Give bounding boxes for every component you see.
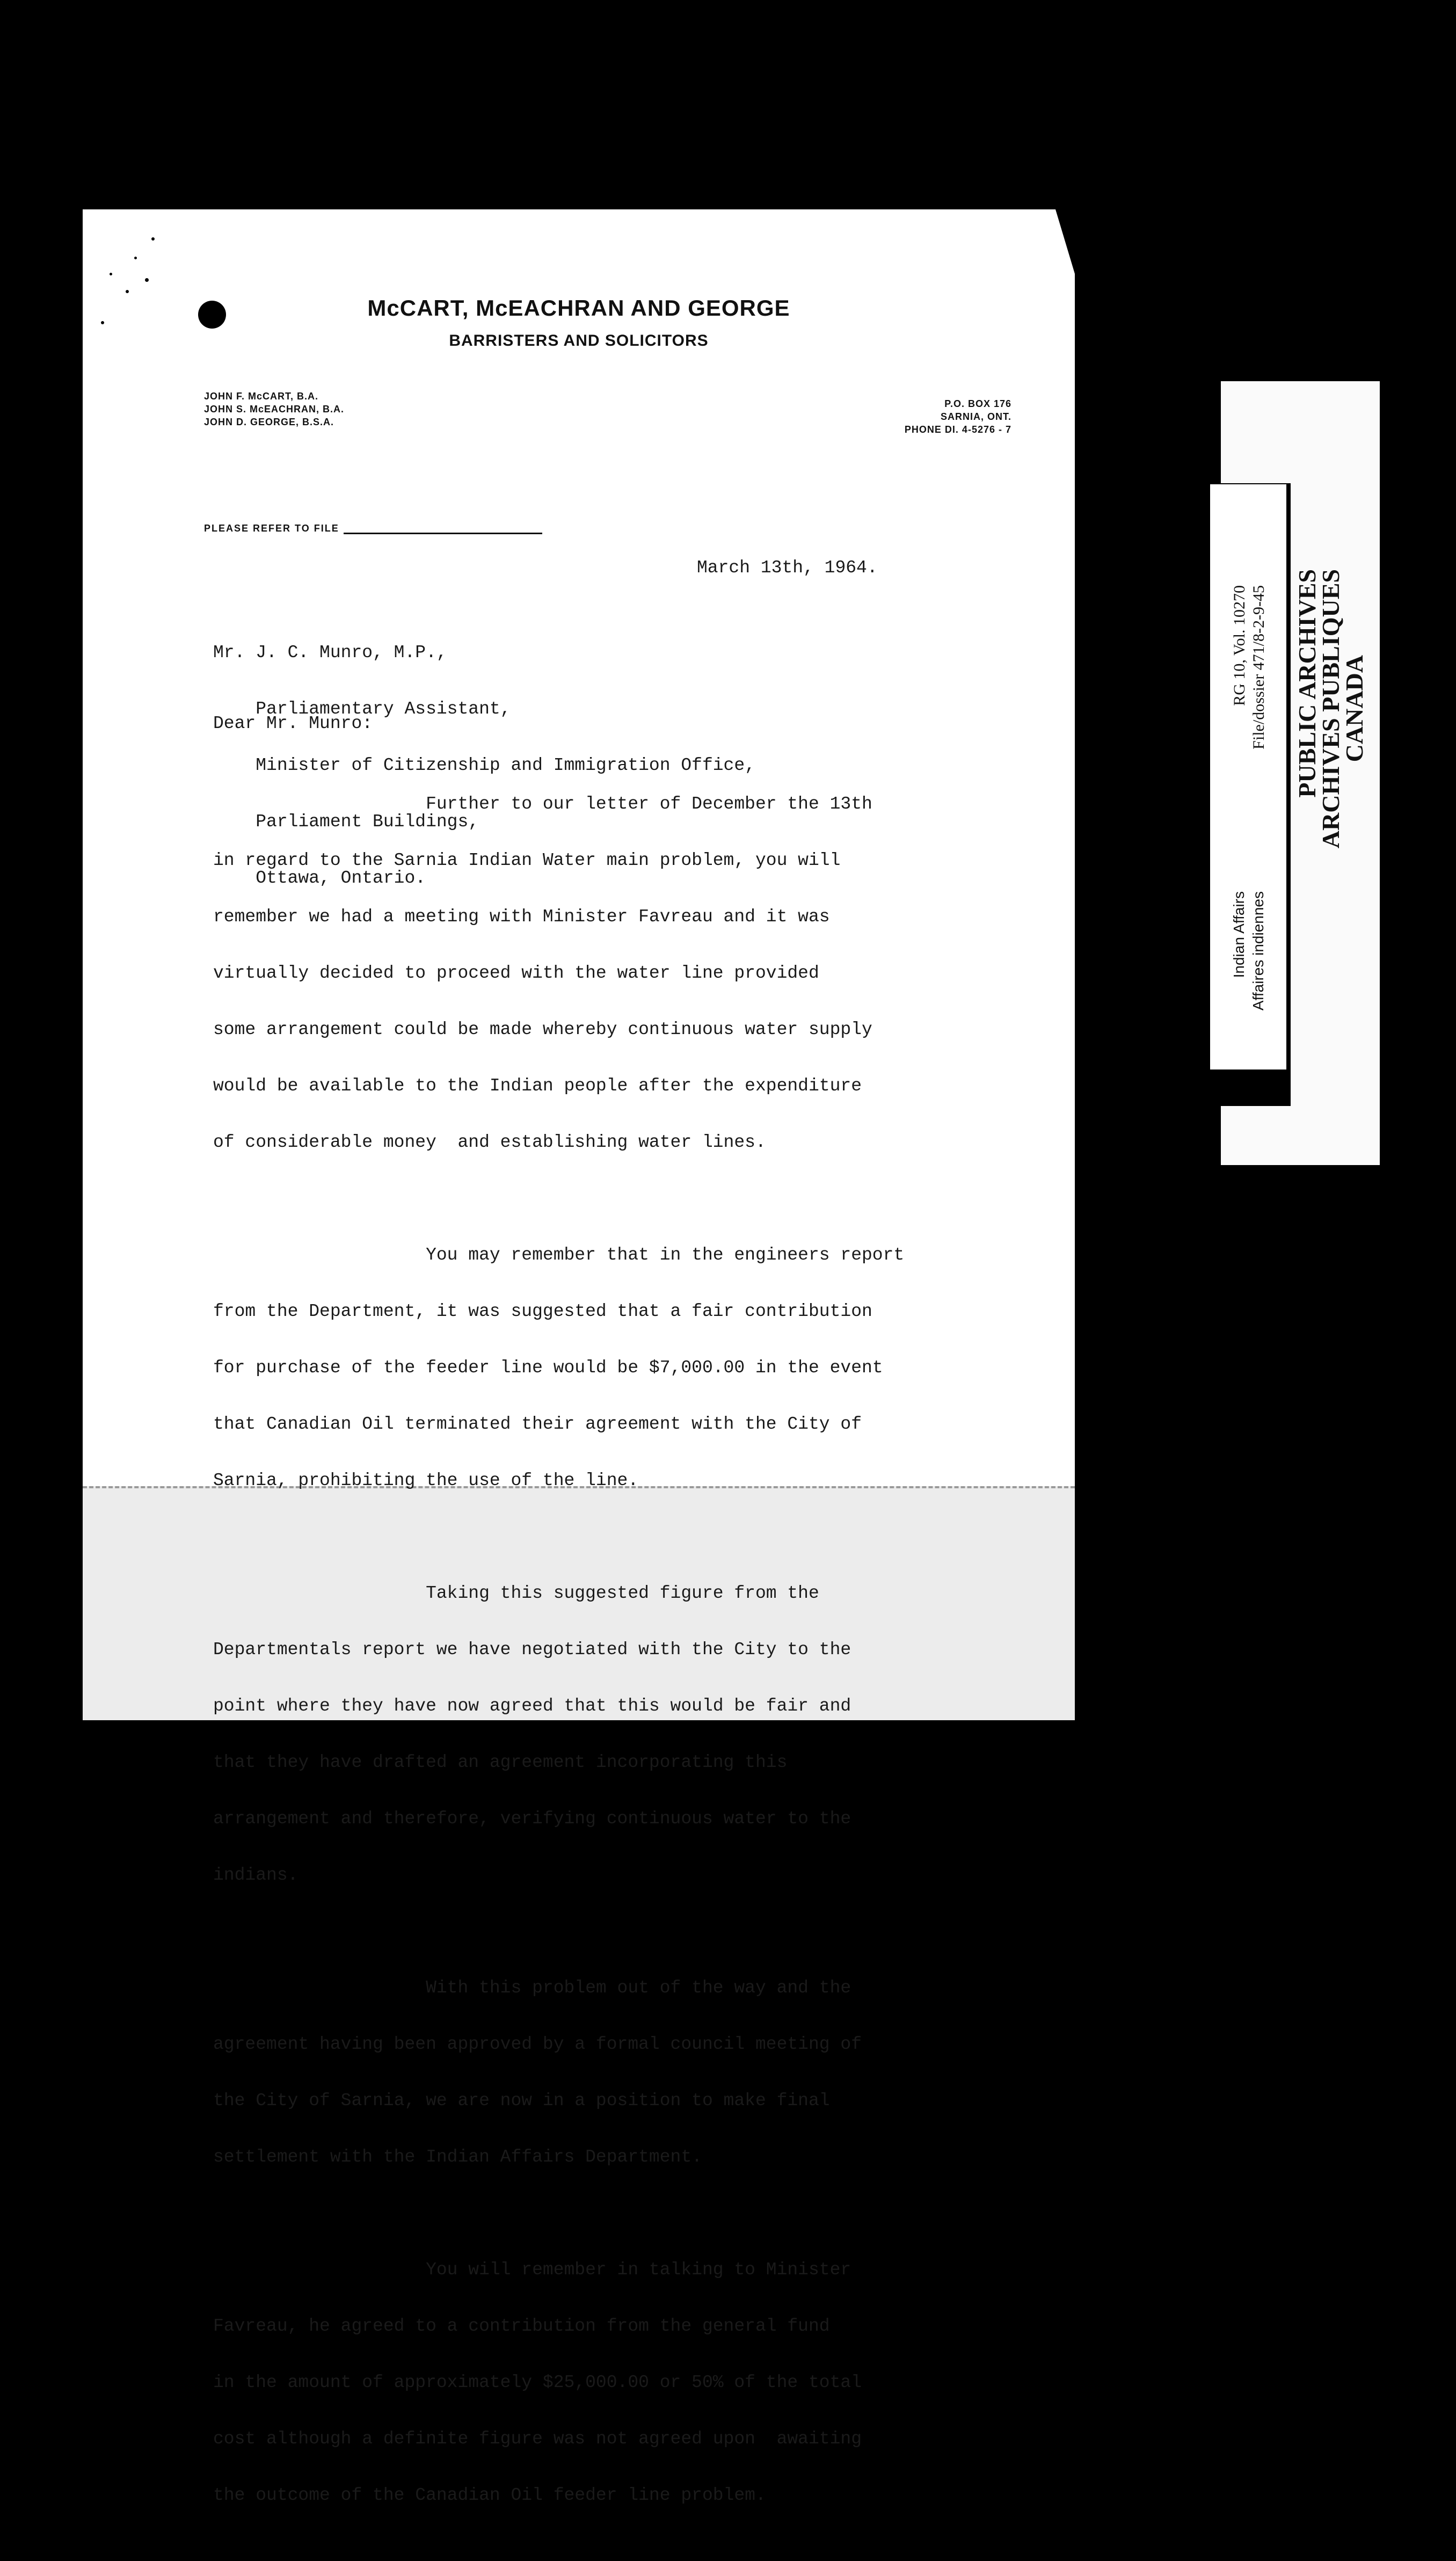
text-line: cost although a definite figure was not agreed upon awaiting [213, 2429, 862, 2449]
text-line: Taking this suggested figure from the [213, 1583, 819, 1603]
paragraph [213, 2223, 1018, 2542]
archive-title-fr: ARCHIVES PUBLIQUES [1317, 569, 1344, 849]
address-line: Ottawa, Ontario. [213, 868, 426, 888]
address-line: SARNIA, ONT. [940, 411, 1011, 422]
address-line: PHONE DI. 4-5276 - 7 [904, 424, 1011, 435]
text-line: that they have drafted an agreement incorporating this [213, 1752, 788, 1772]
partner-name: JOHN S. McEACHRAN, B.A. [204, 404, 345, 414]
text-line: indians. [213, 1865, 299, 1885]
refer-label: PLEASE REFER TO FILE [204, 523, 339, 534]
text-line: point where they have now agreed that this would be fair and [213, 1696, 851, 1716]
archive-card-front [1210, 484, 1286, 1069]
archive-title-en: PUBLIC ARCHIVES [1293, 569, 1321, 798]
letter-page [83, 209, 1075, 2505]
text-line: from the Department, it was suggested that a fair contribution [213, 1301, 872, 1321]
text-line: of considerable money and establishing water lines. [213, 1132, 766, 1152]
address-line: Minister of Citizenship and Immigration Office, [213, 755, 755, 775]
text-line: Favreau, he agreed to a contribution from the general fund [213, 2316, 830, 2336]
paragraph [213, 1941, 1018, 2204]
file-reference-line [344, 523, 542, 534]
text-line: virtually decided to proceed with the water line provided [213, 963, 819, 983]
archive-file-number: File/dossier 471/8-2-9-45 [1250, 585, 1268, 750]
address-line: Parliamentary Assistant, [213, 699, 511, 719]
text-line: the outcome of the Canadian Oil feeder line problem. [213, 2485, 766, 2505]
text-line: Sarnia, prohibiting the use of the line. [213, 1471, 639, 1490]
text-line: would be available to the Indian people after the expenditure [213, 1076, 862, 1096]
firm-name: McCART, McEACHRAN AND GEORGE [367, 295, 790, 321]
text-line: You will remember in talking to Minister [213, 2260, 851, 2280]
text-line: arrangement and therefore, verifying continuous water to the [213, 1809, 851, 1829]
text-line: Further to our letter of December the 13th [213, 794, 872, 814]
text-line: remember we had a meeting with Minister Favreau and it was [213, 907, 830, 927]
ink-speck [110, 273, 112, 275]
archive-dept-en: Indian Affairs [1231, 891, 1247, 978]
partners-list [204, 390, 344, 428]
partner-name: JOHN F. McCART, B.A. [204, 391, 319, 402]
address-line: Mr. J. C. Munro, M.P., [213, 643, 447, 663]
ink-speck [126, 290, 129, 293]
firm-address [743, 397, 1011, 436]
archive-dept-fr: Affaires indiennes [1250, 891, 1266, 1011]
archive-country: CANADA [1341, 655, 1368, 762]
ink-speck [134, 257, 137, 259]
paragraph [213, 757, 1018, 1189]
text-line: in the amount of approximately $25,000.00 or 50% of the total [213, 2373, 862, 2392]
torn-corner [1055, 209, 1075, 274]
text-line: Departmentals report we have negotiated with the City to the [213, 1640, 851, 1660]
text-line: some arrangement could be made whereby continuous water supply [213, 1020, 872, 1039]
archive-record-group: RG 10, Vol. 10270 [1231, 585, 1248, 706]
text-line: for purchase of the feeder line would be $7,000.00 in the event [213, 1358, 883, 1378]
file-reference [204, 523, 542, 534]
text-line: that Canadian Oil terminated their agreement with the City of [213, 1414, 862, 1434]
salutation: Dear Mr. Munro: [213, 714, 373, 733]
text-line: agreement having been approved by a formal council meeting of [213, 2034, 862, 2054]
paragraph [213, 1208, 1018, 1527]
text-line: With this problem out of the way and the [213, 1978, 851, 1998]
letter-body [213, 757, 1018, 2561]
address-line: P.O. BOX 176 [944, 398, 1011, 409]
text-line: in regard to the Sarnia Indian Water main problem, you will [213, 850, 841, 870]
address-line: Parliament Buildings, [213, 812, 479, 832]
text-line: the City of Sarnia, we are now in a position to make final [213, 2091, 830, 2111]
text-line: settlement with the Indian Affairs Department. [213, 2147, 702, 2167]
partner-name: JOHN D. GEORGE, B.S.A. [204, 417, 334, 427]
firm-subtitle: BARRISTERS AND SOLICITORS [449, 332, 709, 350]
letter-date: March 13th, 1964. [697, 558, 878, 578]
paragraph [213, 1546, 1018, 1922]
ink-speck [101, 321, 104, 324]
ink-speck [151, 237, 155, 241]
ink-speck [145, 278, 149, 282]
text-line: You may remember that in the engineers report [213, 1245, 905, 1265]
